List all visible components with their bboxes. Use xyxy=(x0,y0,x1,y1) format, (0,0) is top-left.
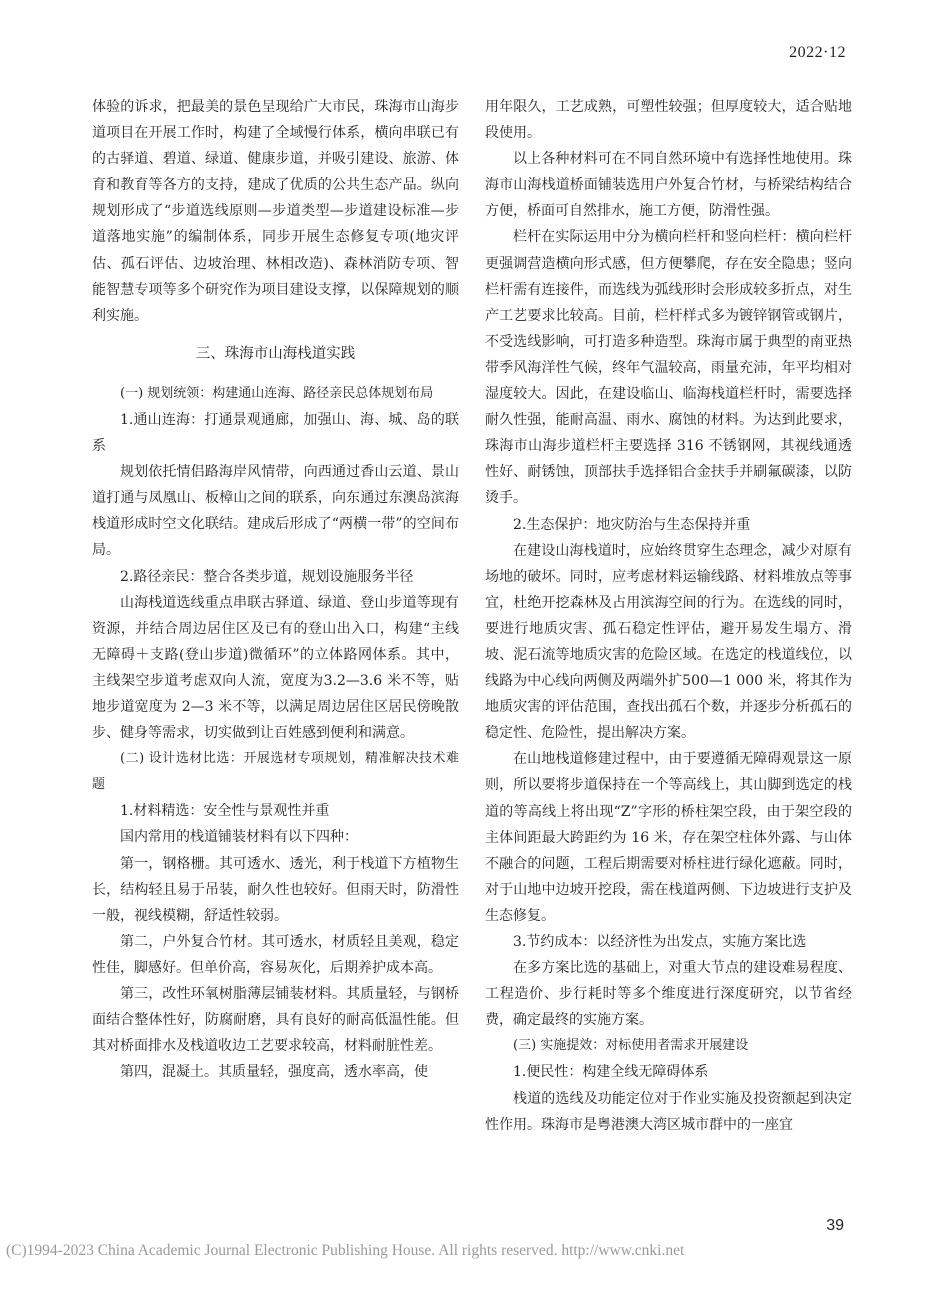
point-heading: 1.通山连海：打通景观通廊，加强山、海、城、岛的联系 xyxy=(92,411,459,455)
section-title: 三、珠海市山海栈道实践 xyxy=(195,345,356,362)
point-heading: 2.生态保护：地灾防治与生态保持并重 xyxy=(513,516,751,533)
subsection-heading: (三) 实施提效：对标使用者需求开展建设 xyxy=(513,1038,749,1054)
paragraph: 规划依托情侣路海岸风情带，向西通过香山云道、景山道打通与凤凰山、板樟山之间的联系，向东通过东澳岛滨海栈道形成时空文化联结。建成后形成了“两横一带”的空间布局。 xyxy=(92,464,459,559)
left-column xyxy=(92,94,459,1085)
point-heading: 3.节约成本：以经济性为出发点，实施方案比选 xyxy=(513,934,807,950)
paragraph: 在建设山海栈道时，应始终贯穿生态理念，减少对原有场地的破坏。同时，应考虑材料运输线路、材料堆放点等事宜，杜绝开挖森林及占用滨海空间的行为。在选线的同时，要进行地质灾害、孤石稳定性评估，避开易发生塌方、滑坡、泥石流等地质灾害的危险区域。在选定的栈道线位，以线路为中心线向两侧及两端外扩500—1 000 米，将其作为地质灾害的评估范围，查找出孤石个数，并逐步分析孤石的稳定性、危险性，提出解决方案。 xyxy=(485,542,852,742)
paragraph: 第四，混凝土。其质量轻，强度高，透水率高，使 xyxy=(120,1064,428,1081)
point-heading: 1.材料精选：安全性与景观性并重 xyxy=(120,803,330,820)
issue-label: 2022·12 xyxy=(789,44,846,61)
paragraph: 栈道的选线及功能定位对于作业实施及投资额起到决定性作用。珠海市是粤港澳大湾区城市群中的一座宜 xyxy=(485,1090,852,1133)
copyright-notice: (C)1994-2023 China Academic Journal Electronic Publishing House. All rights reserved. http://www.cnki.net xyxy=(6,1242,685,1259)
subsection-heading: (一) 规划统领：构建通山连海、路径亲民总体规划布局 xyxy=(120,385,434,401)
paragraph: 第三，改性环氧树脂薄层铺装材料。其质量轻，与钢桥面结合整体性好，防腐耐磨，具有良好的耐高低温性能。但其对桥面排水及栈道收边工艺要求较高，材料耐脏性差。 xyxy=(92,986,459,1055)
paragraph: 在山地栈道修建过程中，由于要遵循无障碍观景这一原则，所以要将步道保持在一个等高线上，其山脚到选定的栈道的等高线上将出现“Z”字形的桥柱架空段，由于架空段的主体间距最大跨距约为 16 米，存在架空柱体外露、与山体不融合的问题，工程后期需要对桥柱进行绿化遮蔽。同时，对于山地中边坡开挖段，需在栈道两侧、下边坡进行支护及生态修复。 xyxy=(485,751,852,924)
paragraph: 体验的诉求，把最美的景色呈现给广大市民，珠海市山海步道项目在开展工作时，构建了全域慢行体系，横向串联已有的古驿道、碧道、绿道、健康步道，并吸引建设、旅游、体育和教育等各方的支持，建成了优质的公共生态产品。纵向规划形成了“步道选线原则—步道类型—步道建设标准—步道落地实施”的编制体系，同步开展生态修复专项(地灾评估、孤石评估、边坡治理、林相改造)、森林消防专项、智能智慧专项等多个研究作为项目建设支撑，以保障规划的顺利实施。 xyxy=(92,99,459,324)
page-number: 39 xyxy=(826,1217,844,1234)
point-heading: 2.路径亲民：整合各类步道，规划设施服务半径 xyxy=(120,568,414,585)
paragraph: 以上各种材料可在不同自然环境中有选择性地使用。珠海市山海栈道桥面铺装选用户外复合竹材，与桥梁结构结合方便，桥面可自然排水，施工方便，防滑性强。 xyxy=(485,151,852,220)
right-column xyxy=(485,94,852,1138)
paragraph: 用年限久，工艺成熟，可塑性较强；但厚度较大，适合贴地段使用。 xyxy=(485,99,852,142)
point-heading: 1.便民性：构建全线无障碍体系 xyxy=(513,1064,709,1081)
paragraph: 第一，钢格栅。其可透水、透光，利于栈道下方植物生长，结构轻且易于吊装，耐久性也较好。但雨天时，防滑性一般，视线模糊，舒适性较弱。 xyxy=(92,855,459,924)
paragraph: 山海栈道选线重点串联古驿道、绿道、登山步道等现有资源，并结合周边居住区及已有的登山出入口，构建“主线无障碍＋支路(登山步道)微循环”的立体路网体系。其中，主线架空步道考虑双向人流，宽度为3.2—3.6 米不等，贴地步道宽度为 2—3 米不等，以满足周边居住区居民傍晚散步、健身等需求，切实做到让百姓感到便利和满意。 xyxy=(92,594,459,742)
paragraph: 栏杆在实际运用中分为横向栏杆和竖向栏杆：横向栏杆更强调营造横向形式感，但方便攀爬，存在安全隐患；竖向栏杆需有连接件，而选线为弧线形时会形成较多折点，对生产工艺要求比较高。目前，栏杆样式多为镀锌钢管或钢片，不受选线影响，可打造多种造型。珠海市属于典型的南亚热带季风海洋性气候，终年气温较高，雨量充沛，年平均相对湿度较大。因此，在建设临山、临海栈道栏杆时，需要选择耐久性强，能耐高温、雨水、腐蚀的材料。为达到此要求，珠海市山海步道栏杆主要选择 316 不锈钢网，其视线通透性好、耐锈蚀，顶部扶手选择铝合金扶手并刷氟碳漆，以防烫手。 xyxy=(485,229,852,507)
paragraph: 国内常用的栈道铺装材料有以下四种： xyxy=(120,829,358,846)
paragraph: 在多方案比选的基础上，对重大节点的建设难易程度、工程造价、步行耗时等多个维度进行深度研究，以节省经费，确定最终的实施方案。 xyxy=(485,960,852,1029)
paragraph: 第二，户外复合竹材。其可透水，材质轻且美观，稳定性佳，脚感好。但单价高，容易灰化，后期养护成本高。 xyxy=(92,933,459,976)
subsection-heading: (二) 设计选材比选：开展选材专项规划，精准解决技术难题 xyxy=(92,751,459,793)
